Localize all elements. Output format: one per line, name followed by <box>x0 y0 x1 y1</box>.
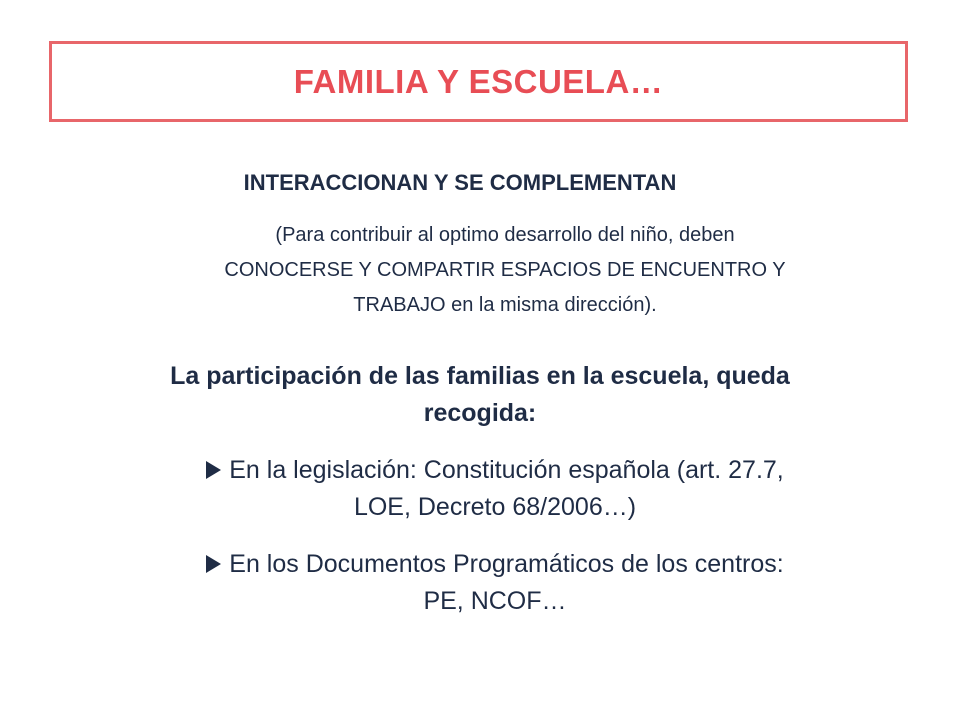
bullet-text-line-1: En los Documentos Programáticos de los centros: <box>229 550 784 578</box>
bullet-list <box>100 452 890 640</box>
lead-paragraph <box>90 358 870 432</box>
bullet-text-line-2: PE, NCOF… <box>423 587 567 615</box>
slide-title: FAMILIA Y ESCUELA… <box>293 62 664 100</box>
lead-line-2: recogida: <box>423 399 537 427</box>
arrow-right-icon <box>206 461 221 479</box>
note-line-3: TRABAJO en la misma dirección). <box>353 294 657 316</box>
note-line-1: (Para contribuir al optimo desarrollo del niño, deben <box>275 224 735 246</box>
bullet-item <box>100 452 890 526</box>
note-paragraph <box>150 218 860 323</box>
bullet-text-line-2: LOE, Decreto 68/2006…) <box>353 493 637 521</box>
note-line-2: CONOCERSE Y COMPARTIR ESPACIOS DE ENCUENTRO Y <box>224 259 786 281</box>
bullet-text-line-1: En la legislación: Constitución española (art. 27.7, <box>229 456 784 484</box>
lead-line-1: La participación de las familias en la escuela, queda <box>170 362 790 390</box>
arrow-right-icon <box>206 555 221 573</box>
title-box <box>49 41 908 122</box>
bullet-item <box>100 546 890 620</box>
slide-subtitle: INTERACCIONAN Y SE COMPLEMENTAN <box>243 170 677 195</box>
